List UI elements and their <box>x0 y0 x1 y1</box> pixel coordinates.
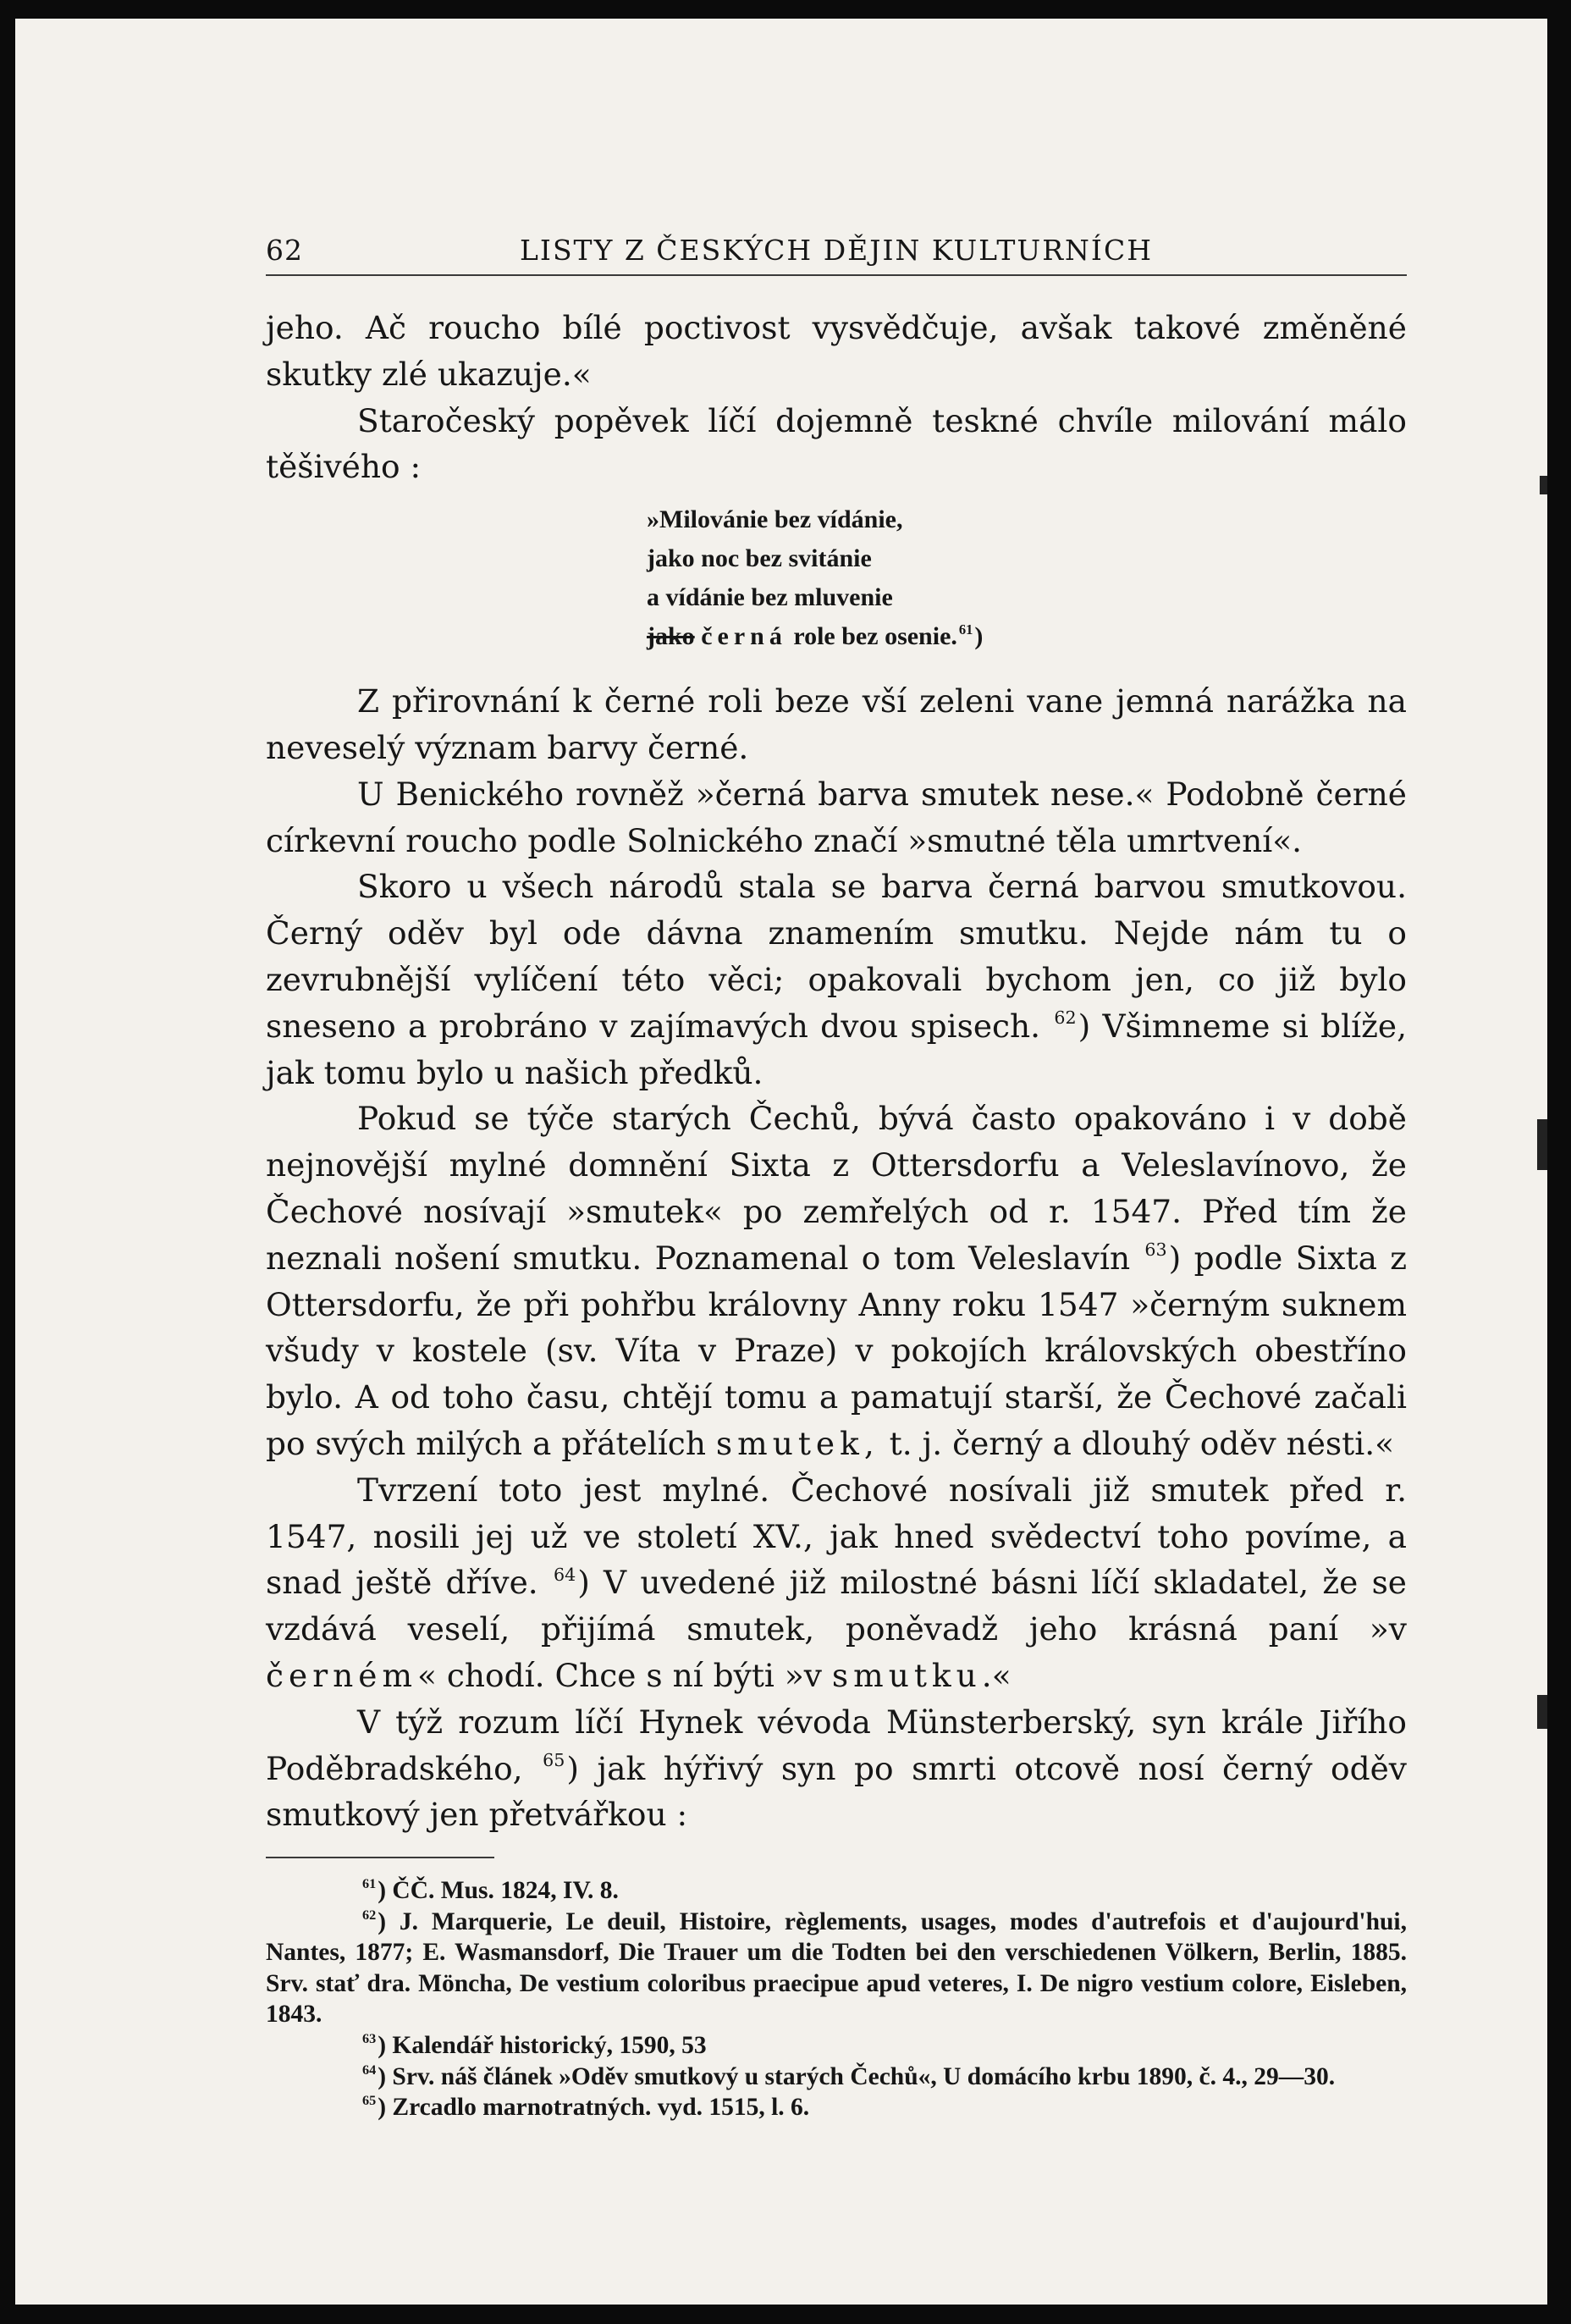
poem-line-1: »Milovánie bez vídánie, <box>647 505 903 534</box>
footnote-ref: 61 <box>958 621 973 638</box>
paragraph-5-text: Skoro u všech národů stala se barva černá barvou smutkovou. Černý oděv byl ode dávna znamením smutku. Nejde nám tu o zevrubnější vylíčení této věci; opakovali bychom jen, co již bylo sneseno a probráno v zajímavých dvou spisech. <box>266 868 1407 1045</box>
spaced-word: smutek, <box>715 1424 879 1462</box>
footnote <box>266 2030 1407 2062</box>
running-header <box>266 224 1407 276</box>
paragraph-7-text: Tvrzení toto jest mylné. Čechové nosívali již smutek před r. 1547, nosili jej už ve století XV., jak hned svědectví toho povíme, a snad ještě dříve. <box>266 1471 1407 1602</box>
footnote-text: ) Kalendář historický, 1590, 53 <box>378 2032 707 2060</box>
paragraph-6-text: Pokud se týče starých Čechů, bývá často opakováno i v době nejnovější mylné domnění Sixta z Ottersdorfu a Veleslavínovo, že Čechové nosívají »smutek« po zemřelých od r. 1547. Před tím že neznali nošení smutku. Poznamenal o tom Veleslavín <box>266 1100 1407 1277</box>
footnote-ref: 65 <box>543 1750 565 1771</box>
scan-artifact <box>1540 476 1547 494</box>
footnote <box>266 2092 1407 2123</box>
paragraph-7-text-d: .« <box>981 1656 1012 1694</box>
paragraph-1: jeho. Ač roucho bílé poctivost vysvědčuje, avšak takové změněné skutky zlé ukazuje.« <box>266 309 1407 393</box>
paren: ) <box>974 622 984 651</box>
footnote-number: 62 <box>362 1907 377 1923</box>
paragraph-8-text-b: ) jak hýřivý syn po smrti otcově nosí černý oděv smutkový jen přetvářkou : <box>266 1749 1407 1834</box>
footnote-ref: 62 <box>1054 1007 1077 1029</box>
footnote-number: 65 <box>362 2093 377 2109</box>
paragraph-2: Staročeský popěvek líčí dojemně teskné chvíle milování málo těšivého : <box>266 401 1407 486</box>
scan-artifact <box>1537 1695 1547 1729</box>
poem-line-4-rest: role bez osenie. <box>793 622 957 651</box>
paragraph-7-text-c: « chodí. Chce s ní býti »v <box>417 1656 822 1694</box>
spaced-word: černá <box>701 622 787 651</box>
footnote-number: 63 <box>362 2030 377 2046</box>
footnote <box>266 2062 1407 2093</box>
footnote-text: ) ČČ. Mus. 1824, IV. 8. <box>378 1877 619 1905</box>
paragraph-6 <box>266 1096 1407 1466</box>
poem-line-4 <box>647 617 1407 656</box>
poem-line-3: a vídánie bez mluvenie <box>647 583 893 612</box>
footnote-ref: 64 <box>553 1564 576 1585</box>
paragraph-6-text-b: ) podle Sixta z Ottersdorfu, že při pohřbu královny Anny roku 1547 »černým suknem všudy v kostele (sv. Víta v Praze) v pokojích královských obestříno bylo. A od toho času, chtějí tomu a pamatují starší, že Čechové začali po svých milých a přátelích <box>266 1239 1407 1462</box>
paragraph-3: Z přirovnání k černé roli beze vší zeleni vane jemná narážka na neveselý význam barvy černé. <box>266 682 1407 766</box>
footnote-ref: 63 <box>1144 1239 1167 1261</box>
paragraph-8-text: V týž rozum líčí Hynek vévoda Münsterberský, syn krále Jiřího Poděbradského, <box>266 1703 1407 1787</box>
poem-quote <box>647 500 1407 656</box>
paragraph-6-text-c: t. j. černý a dlouhý oděv nésti.« <box>879 1424 1395 1462</box>
page-number: 62 <box>266 234 303 267</box>
paragraph-8 <box>266 1699 1407 1838</box>
spaced-word: smutku <box>831 1656 982 1694</box>
paragraph-7-text-b: ) V uvedené již milostné básni líčí skladatel, že se vzdává veselí, přijímá smutek, poněvadž jeho krásná paní »v <box>266 1564 1407 1648</box>
footnote-divider <box>266 1857 494 1858</box>
paragraph-5 <box>266 864 1407 1096</box>
struck-word: jako <box>647 622 695 651</box>
poem-line-2: jako noc bez svitánie <box>647 544 872 573</box>
footnotes <box>266 1875 1407 2123</box>
footnote <box>266 1907 1407 2030</box>
footnote-number: 64 <box>362 2062 377 2078</box>
footnote-number: 61 <box>362 1875 377 1891</box>
main-text <box>266 305 1407 2123</box>
scan-artifact <box>1537 1119 1547 1170</box>
paragraph-7 <box>266 1467 1407 1699</box>
paragraph-5-text-b: ) Všimneme si blíže, jak tomu bylo u našich předků. <box>266 1007 1407 1091</box>
footnote-text: ) Zrcadlo marnotratných. vyd. 1515, l. 6. <box>378 2094 810 2122</box>
footnote-text: ) Srv. náš článek »Oděv smutkový u starých Čechů«, U domácího krbu 1890, č. 4., 29—30. <box>378 2062 1336 2090</box>
running-title: LISTY Z ČESKÝCH DĚJIN KULTURNÍCH <box>520 234 1153 267</box>
paragraph-4: U Benického rovněž »černá barva smutek nese.« Podobně černé církevní roucho podle Solnického značí »smutné těla umrtvení«. <box>266 775 1407 859</box>
footnote-text: ) J. Marquerie, Le deuil, Histoire, règlements, usages, modes d'autrefois et d'aujourd'hui, Nantes, 1877; E. Wasmansdorf, Die Trauer um die Todten bei den verschiedenen Völkern, Berlin, 1885. Srv. stať dra. Möncha, De vestium coloribus praecipue apud veteres, I. De nigro vestium colore, Eisleben, 1843. <box>266 1907 1407 2029</box>
book-page <box>15 19 1547 2305</box>
spaced-word: černém <box>266 1656 418 1694</box>
footnote <box>266 1875 1407 1907</box>
